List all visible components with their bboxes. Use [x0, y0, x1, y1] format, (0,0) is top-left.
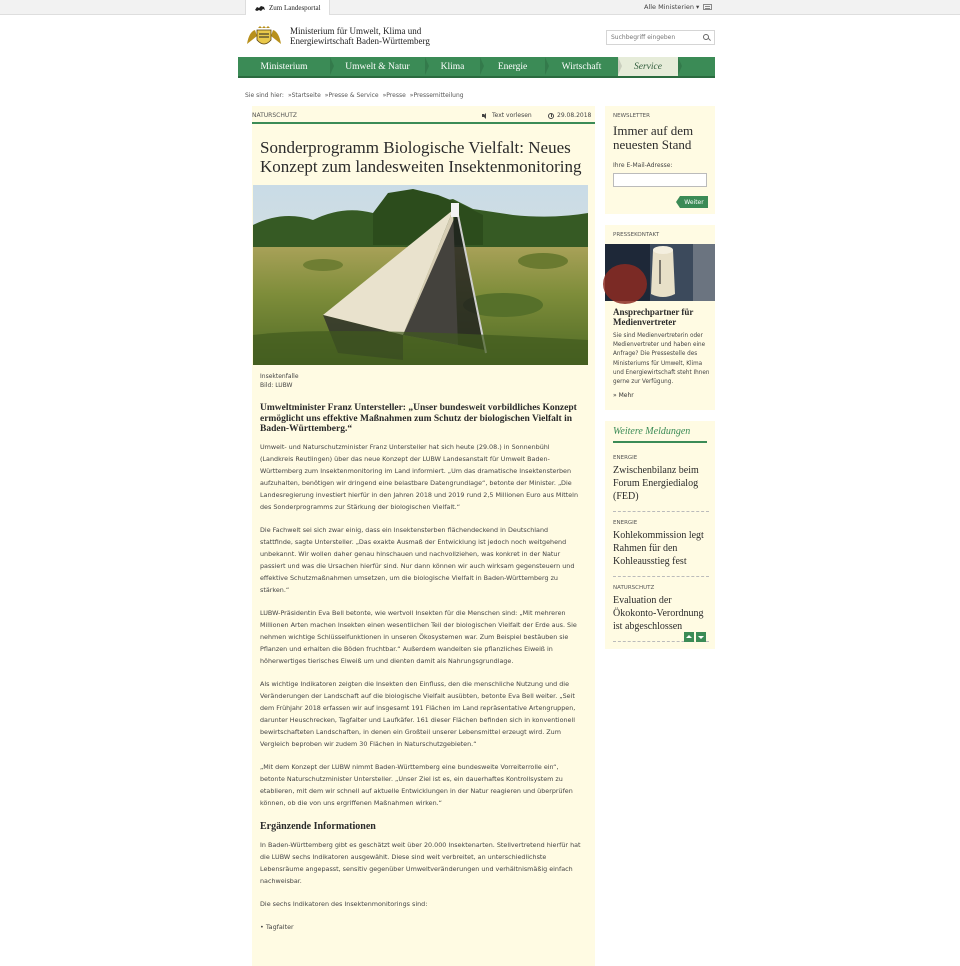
microphone-photo[interactable] [605, 244, 715, 301]
news-category: ENERGIE [613, 455, 638, 461]
all-ministries-dropdown[interactable]: Alle Ministerien ▾ [644, 3, 700, 11]
indicator-list [260, 921, 582, 933]
news-item[interactable] [613, 451, 709, 512]
breadcrumb-item-pressemitteilung[interactable]: »Pressemitteilung [409, 92, 464, 99]
article-date-value: 29.08.2018 [557, 112, 592, 119]
landesportal-label: Zum Landesportal [269, 3, 321, 12]
photo-caption [260, 372, 299, 390]
news-title: Kohlekommission legt Rahmen für den Kohleausstieg fest [613, 530, 704, 567]
clock-icon [548, 113, 554, 119]
ministry-name-line1: Ministerium für Umwelt, Klima und [290, 26, 422, 36]
press-contact-box [605, 225, 715, 410]
list-item: • Tagfalter [260, 921, 582, 933]
ministry-name[interactable] [290, 26, 470, 46]
news-scroll-controls [684, 632, 706, 642]
paragraph-3: LUBW-Präsidentin Eva Bell betonte, wie wertvoll Insekten für die Menschen sind: „Mit mehreren Millionen Arten machen Insekten einen wesentlichen Teil der biologischen Vielfalt der Erde aus. Sie nehmen wichtige Schlüsselfunktionen in unseren Ökosystemen war. Zum Beispiel bestäuben sie Pflanzen und erhalten die Böden fruchtbar.“ Außerdem wandelten sie pflanzliches Eiweiß in höherwertiges tierisches Eiweiß um und dienten damit als Nahrungsgrundlage. [260, 609, 577, 665]
press-contact-label: PRESSEKONTAKT [613, 232, 660, 238]
paragraph-4: Als wichtige Indikatoren zeigten die Insekten den Einfluss, den die menschliche Nutzung und die Veränderungen der Landschaft auf die biologische Vielfalt ausübten, betonte Eva Bell weiter. „Seit dem Frühjahr 2018 erfassen wir auf insgesamt 191 Flächen im Land repräsentative Artengruppen, darunter Heuschrecken, Tagfalter und Laufkäfer. 161 dieser Flächen befinden sich in konventionell bewirtschafteten Landschaften, in denen ein Großteil unserer Lebensmittel erzeugt wird. Zum Vergleich beproben wir zudem 30 Flächen in Naturschutzgebieten.“ [260, 680, 576, 748]
paragraph-6: In Baden-Württemberg gibt es geschätzt weit über 20.000 Insektenarten. Stellvertretend hierfür hat die LUBW sechs Indikatoren ausgewählt. Diese sind weit verbreitet, an unterschiedlichste Lebensräume angepasst, sensitiv gegenüber Umweltveränderungen und verhältnismäßig einfach nachweisbar. [260, 841, 581, 885]
email-field[interactable] [613, 173, 707, 187]
news-category: ENERGIE [613, 520, 638, 526]
article-category: NATURSCHUTZ [252, 112, 298, 119]
breadcrumb-prefix: Sie sind hier: [245, 92, 284, 99]
caption-credit: Bild: LUBW [260, 382, 293, 389]
scroll-up-icon[interactable] [684, 632, 694, 642]
further-news-list [613, 451, 709, 632]
news-item[interactable] [613, 516, 709, 577]
email-field-label: Ihre E-Mail-Adresse: [613, 162, 673, 169]
newsletter-title: Immer auf dem neuesten Stand [613, 123, 694, 152]
article-meta-bar [252, 106, 595, 124]
nav-item-umwelt-natur[interactable]: Umwelt & Natur [330, 57, 425, 76]
nav-item-klima[interactable]: Klima [425, 57, 480, 76]
breadcrumb-item-presse-service[interactable]: »Presse & Service [324, 92, 379, 99]
top-bar [0, 0, 960, 15]
newsletter-box [605, 106, 715, 214]
search-box [606, 30, 715, 45]
further-news-box [605, 421, 715, 649]
news-title: Zwischenbilanz beim Forum Energiedialog (FED) [613, 465, 699, 502]
further-news-title: Weitere Meldungen [613, 426, 691, 437]
news-title: Evaluation der Ökokonto-Verordnung ist abgeschlossen [613, 595, 704, 632]
article-lead: Umweltminister Franz Untersteller: „Unser bundesweit vorbildliches Konzept ermöglicht uns effektive Maßnahmen zum Schutz der biologischen Vielfalt in Baden-Württemberg.“ [260, 403, 577, 434]
newsletter-submit-button[interactable]: Weiter [680, 196, 708, 208]
nav-item-service[interactable]: Service [618, 57, 678, 76]
landesportal-link[interactable] [245, 0, 330, 15]
paragraph-2: Die Fachwelt sei sich zwar einig, dass ein Insektensterben flächendeckend in Deutschland stattfinde, sagte Untersteller. „Das exakte Ausmaß der Entwicklung ist jedoch noch weitgehend unbekannt. Wir wollen daher genau hinschauen und nachvollziehen, was konkret in der Natur passiert und was die Ursachen hierfür sind. Nur dann können wir auch wirksam gegensteuern und effektive Schutzmaßnahmen umsetzen, um die biologische Vielfalt in Baden-Württemberg zu stärken.“ [260, 526, 575, 594]
insect-trap-photo[interactable] [253, 185, 588, 365]
coat-of-arms-logo[interactable] [245, 26, 283, 48]
breadcrumb [245, 92, 464, 99]
search-input[interactable] [607, 31, 699, 44]
lion-logo-icon [254, 4, 266, 12]
paragraph-1: Umwelt- und Naturschutzminister Franz Untersteller hat sich heute (29.08.) in Sonnenbühl (Landkreis Reutlingen) über das neue Konzept der LUBW Landesanstalt für Umwelt Baden-Württemberg zum Insektenmonitoring im Land informiert. „Um das dramatische Insektensterben aufzuhalten, benötigen wir dringend eine belastbare Datengrundlage“, betonte der Minister. „Die Landesregierung investiert hierfür in den Jahren 2018 und 2019 rund 2,5 Millionen Euro aus Mitteln des Sonderprogramms zur Stärkung der biologischen Vielfalt.“ [260, 443, 578, 511]
sitemap-icon[interactable] [703, 4, 712, 10]
breadcrumb-item-startseite[interactable]: »Startseite [287, 92, 321, 99]
article-date [548, 112, 591, 119]
nav-item-ministerium[interactable]: Ministerium [238, 57, 330, 76]
read-aloud-label: Text vorlesen [492, 112, 532, 119]
nav-item-wirtschaft[interactable]: Wirtschaft [545, 57, 618, 76]
press-contact-title[interactable]: Ansprechpartner für Medienvertreter [613, 307, 694, 327]
scroll-down-icon[interactable] [696, 632, 706, 642]
article-title: Sonderprogramm Biologische Vielfalt: Neues Konzept zum landesweiten Insektenmonitoring [260, 138, 582, 176]
news-category: NATURSCHUTZ [613, 585, 655, 591]
ministry-name-line2: Energiewirtschaft Baden-Württemberg [290, 36, 430, 46]
press-contact-text: Sie sind Medienvertreterin oder Medienvertreter und haben eine Anfrage? Die Pressestelle des Ministeriums für Umwelt, Klima und Energiewirtschaft steht Ihnen gerne zur Verfügung. [613, 333, 710, 386]
article [252, 106, 595, 966]
main-navigation [238, 57, 715, 76]
press-more-link[interactable]: » Mehr [613, 392, 634, 399]
search-icon[interactable] [703, 34, 709, 40]
caption-title: Insektenfalle [260, 373, 299, 380]
speaker-icon [482, 113, 489, 119]
nav-item-energie[interactable]: Energie [480, 57, 545, 76]
further-news-divider [613, 441, 707, 443]
section-heading: Ergänzende Informationen [260, 821, 376, 832]
breadcrumb-item-presse[interactable]: »Presse [382, 92, 406, 99]
read-aloud-button[interactable] [482, 112, 532, 119]
paragraph-7: Die sechs Indikatoren des Insektenmonitorings sind: [260, 900, 428, 908]
article-body [260, 441, 582, 933]
newsletter-label: NEWSLETTER [613, 113, 650, 119]
paragraph-5: „Mit dem Konzept der LUBW nimmt Baden-Württemberg eine bundesweite Vorreiterrolle ein“, betonte Naturschutzminister Untersteller. „Unser Ziel ist es, ein dauerhaftes Kontrollsystem zu etablieren, mit dem wir schnell auf aktuelle Entwicklungen in der Natur reagieren und überprüfen können, ob die von uns ergriffenen Maßnahmen wirken.“ [260, 763, 573, 807]
nav-underline [238, 76, 715, 78]
